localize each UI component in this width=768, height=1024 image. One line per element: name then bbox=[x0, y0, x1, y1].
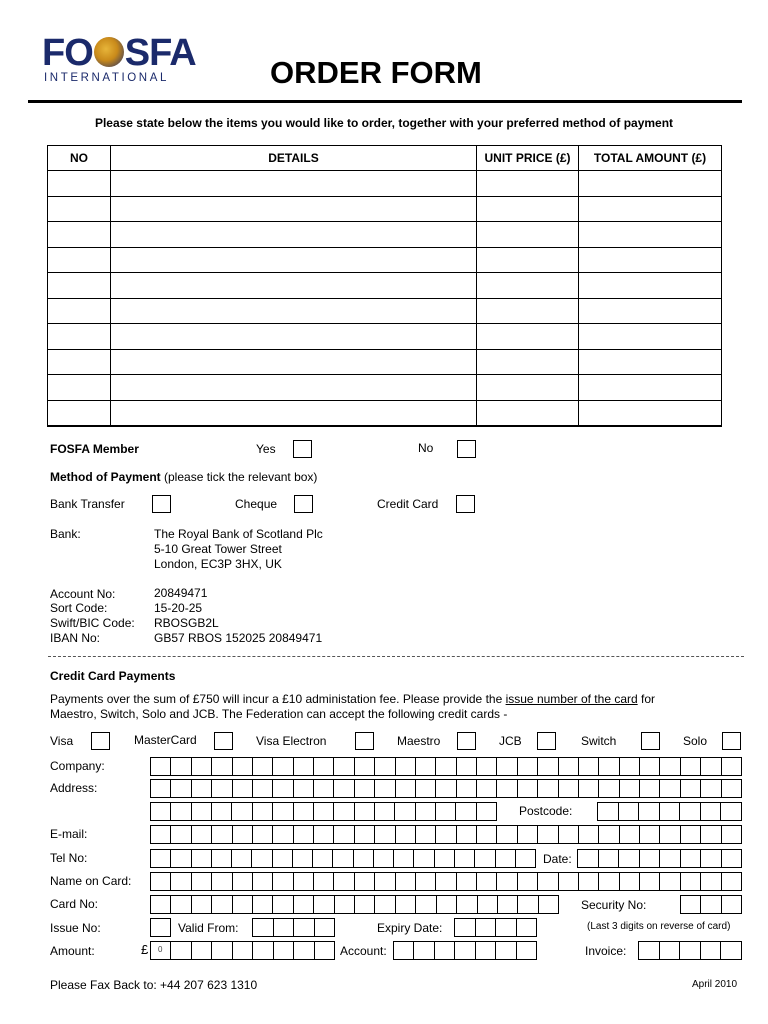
unit-price-cell[interactable] bbox=[477, 324, 579, 350]
card-solo-checkbox[interactable] bbox=[722, 732, 741, 750]
details-cell[interactable] bbox=[111, 196, 477, 222]
card-no-label: Card No: bbox=[50, 897, 99, 911]
unit-price-cell[interactable] bbox=[477, 273, 579, 299]
total-cell[interactable] bbox=[579, 375, 722, 401]
date-field[interactable] bbox=[577, 849, 742, 868]
intro-text: Please state below the items you would like to order, together with your preferred method of payment bbox=[94, 116, 674, 130]
globe-icon bbox=[94, 37, 124, 67]
no-cell[interactable] bbox=[48, 375, 111, 401]
invoice-field[interactable] bbox=[638, 941, 742, 960]
credit-card-para-2: Maestro, Switch, Solo and JCB. The Federation can accept the following credit cards - bbox=[50, 707, 508, 721]
col-header-total-amount: TOTAL AMOUNT (£) bbox=[579, 146, 722, 171]
col-header-no: NO bbox=[48, 146, 111, 171]
sort-code-value: 15-20-25 bbox=[154, 601, 203, 615]
para1-text-b: for bbox=[637, 692, 656, 706]
member-no-label: No bbox=[418, 441, 434, 455]
no-cell[interactable] bbox=[48, 171, 111, 197]
bank-transfer-checkbox[interactable] bbox=[152, 495, 171, 513]
order-items-table bbox=[47, 145, 722, 427]
valid-from-field[interactable] bbox=[252, 918, 335, 937]
card-visa-electron-label: Visa Electron bbox=[256, 734, 327, 748]
card-jcb-checkbox[interactable] bbox=[537, 732, 556, 750]
details-cell[interactable] bbox=[111, 400, 477, 426]
date-label: Date: bbox=[543, 852, 572, 866]
cheque-label: Cheque bbox=[235, 497, 278, 511]
iban-label: IBAN No: bbox=[50, 631, 101, 645]
details-cell[interactable] bbox=[111, 298, 477, 324]
card-no-field[interactable] bbox=[150, 895, 559, 914]
total-cell[interactable] bbox=[579, 222, 722, 248]
member-yes-label: Yes bbox=[256, 442, 276, 456]
account-field[interactable] bbox=[393, 941, 537, 960]
col-header-unit-price: UNIT PRICE (£) bbox=[477, 146, 579, 171]
total-cell[interactable] bbox=[579, 171, 722, 197]
pound-sign: £ bbox=[141, 942, 149, 957]
bank-city: London, EC3P 3HX, UK bbox=[154, 557, 282, 571]
cut-line-divider bbox=[48, 656, 744, 657]
email-field[interactable] bbox=[150, 825, 742, 844]
fosfa-member-label: FOSFA Member bbox=[50, 442, 139, 456]
table-row bbox=[48, 349, 722, 375]
iban-value: GB57 RBOS 152025 20849471 bbox=[154, 631, 323, 645]
fosfa-logo bbox=[42, 34, 196, 72]
bank-street: 5-10 Great Tower Street bbox=[154, 542, 282, 556]
table-row bbox=[48, 171, 722, 197]
details-cell[interactable] bbox=[111, 247, 477, 273]
card-jcb-label: JCB bbox=[499, 734, 522, 748]
table-row bbox=[48, 298, 722, 324]
unit-price-cell[interactable] bbox=[477, 400, 579, 426]
no-cell[interactable] bbox=[48, 298, 111, 324]
expiry-date-label: Expiry Date: bbox=[377, 921, 443, 935]
card-visa-label: Visa bbox=[50, 734, 74, 748]
issue-no-label: Issue No: bbox=[50, 921, 101, 935]
valid-from-label: Valid From: bbox=[178, 921, 239, 935]
no-cell[interactable] bbox=[48, 222, 111, 248]
postcode-field[interactable] bbox=[597, 802, 742, 821]
no-cell[interactable] bbox=[48, 400, 111, 426]
member-yes-checkbox[interactable] bbox=[293, 440, 312, 458]
amount-label: Amount: bbox=[50, 944, 95, 958]
method-label: Method of Payment bbox=[50, 470, 161, 484]
logo-text-sfa: SFA bbox=[124, 32, 196, 74]
table-row bbox=[48, 222, 722, 248]
no-cell[interactable] bbox=[48, 349, 111, 375]
company-field[interactable] bbox=[150, 757, 742, 776]
table-header-row bbox=[48, 146, 722, 171]
unit-price-cell[interactable] bbox=[477, 349, 579, 375]
card-mastercard-checkbox[interactable] bbox=[214, 732, 233, 750]
security-no-label: Security No: bbox=[581, 898, 647, 912]
no-cell[interactable] bbox=[48, 247, 111, 273]
table-row bbox=[48, 324, 722, 350]
unit-price-cell[interactable] bbox=[477, 171, 579, 197]
postcode-label: Postcode: bbox=[519, 804, 573, 818]
address-label: Address: bbox=[50, 781, 98, 795]
cheque-checkbox[interactable] bbox=[294, 495, 313, 513]
card-switch-checkbox[interactable] bbox=[641, 732, 660, 750]
card-maestro-checkbox[interactable] bbox=[457, 732, 476, 750]
method-note: (please tick the relevant box) bbox=[164, 470, 318, 484]
security-no-field[interactable] bbox=[680, 895, 742, 914]
unit-price-cell[interactable] bbox=[477, 222, 579, 248]
revision-date: April 2010 bbox=[692, 979, 738, 990]
details-cell[interactable] bbox=[111, 324, 477, 350]
credit-card-para-1 bbox=[50, 692, 655, 706]
total-cell[interactable] bbox=[579, 247, 722, 273]
bank-transfer-label: Bank Transfer bbox=[50, 497, 125, 511]
total-cell[interactable] bbox=[579, 324, 722, 350]
card-visa-electron-checkbox[interactable] bbox=[355, 732, 374, 750]
logo-subtitle: INTERNATIONAL bbox=[44, 72, 169, 84]
table-row bbox=[48, 196, 722, 222]
address-field-line-1[interactable] bbox=[150, 779, 742, 798]
details-cell[interactable] bbox=[111, 375, 477, 401]
method-of-payment bbox=[50, 470, 317, 484]
total-cell[interactable] bbox=[579, 349, 722, 375]
details-cell[interactable] bbox=[111, 349, 477, 375]
account-label: Account: bbox=[340, 944, 387, 958]
invoice-label: Invoice: bbox=[585, 944, 627, 958]
account-no-label: Account No: bbox=[50, 587, 116, 601]
unit-price-cell[interactable] bbox=[477, 298, 579, 324]
table-row bbox=[48, 375, 722, 401]
amount-zero: 0 bbox=[158, 945, 163, 954]
details-cell[interactable] bbox=[111, 273, 477, 299]
unit-price-cell[interactable] bbox=[477, 247, 579, 273]
table-row bbox=[48, 273, 722, 299]
name-on-card-label: Name on Card: bbox=[50, 874, 132, 888]
page-title: ORDER FORM bbox=[270, 55, 482, 90]
header-rule bbox=[28, 100, 742, 103]
swift-label: Swift/BIC Code: bbox=[50, 616, 135, 630]
bank-name: The Royal Bank of Scotland Plc bbox=[154, 527, 323, 541]
total-cell[interactable] bbox=[579, 273, 722, 299]
address-field-line-2[interactable] bbox=[150, 802, 497, 821]
details-cell[interactable] bbox=[111, 171, 477, 197]
no-cell[interactable] bbox=[48, 273, 111, 299]
credit-card-checkbox[interactable] bbox=[456, 495, 475, 513]
company-label: Company: bbox=[50, 759, 105, 773]
member-no-checkbox[interactable] bbox=[457, 440, 476, 458]
col-header-details: DETAILS bbox=[111, 146, 477, 171]
total-cell[interactable] bbox=[579, 400, 722, 426]
amount-first-cell bbox=[151, 942, 171, 959]
card-solo-label: Solo bbox=[683, 734, 708, 748]
unit-price-cell[interactable] bbox=[477, 196, 579, 222]
total-cell[interactable] bbox=[579, 196, 722, 222]
fax-back-text: Please Fax Back to: +44 207 623 1310 bbox=[50, 978, 258, 992]
no-cell[interactable] bbox=[48, 324, 111, 350]
card-switch-label: Switch bbox=[581, 734, 617, 748]
no-cell[interactable] bbox=[48, 196, 111, 222]
tel-field[interactable] bbox=[150, 849, 536, 868]
logo-text-fo: FO bbox=[42, 32, 93, 74]
card-mastercard-label: MasterCard bbox=[134, 733, 197, 747]
swift-value: RBOSGB2L bbox=[154, 616, 219, 630]
issue-no-field[interactable] bbox=[150, 918, 171, 937]
details-cell[interactable] bbox=[111, 222, 477, 248]
expiry-date-field[interactable] bbox=[454, 918, 537, 937]
amount-field[interactable] bbox=[150, 941, 335, 960]
security-hint: (Last 3 digits on reverse of card) bbox=[587, 921, 731, 932]
unit-price-cell[interactable] bbox=[477, 375, 579, 401]
table-row bbox=[48, 247, 722, 273]
table-row bbox=[48, 400, 722, 426]
account-no-value: 20849471 bbox=[154, 586, 208, 600]
credit-card-label: Credit Card bbox=[377, 497, 439, 511]
sort-code-label: Sort Code: bbox=[50, 601, 108, 615]
email-label: E-mail: bbox=[50, 827, 88, 841]
name-on-card-field[interactable] bbox=[150, 872, 742, 891]
card-visa-checkbox[interactable] bbox=[91, 732, 110, 750]
bank-label: Bank: bbox=[50, 527, 81, 541]
total-cell[interactable] bbox=[579, 298, 722, 324]
card-maestro-label: Maestro bbox=[397, 734, 441, 748]
para1-underlined: issue number of the card bbox=[505, 692, 638, 706]
tel-label: Tel No: bbox=[50, 851, 88, 865]
para1-text-a: Payments over the sum of £750 will incur a £10 administation fee. Please provide the bbox=[50, 692, 506, 706]
credit-card-heading: Credit Card Payments bbox=[50, 669, 176, 683]
